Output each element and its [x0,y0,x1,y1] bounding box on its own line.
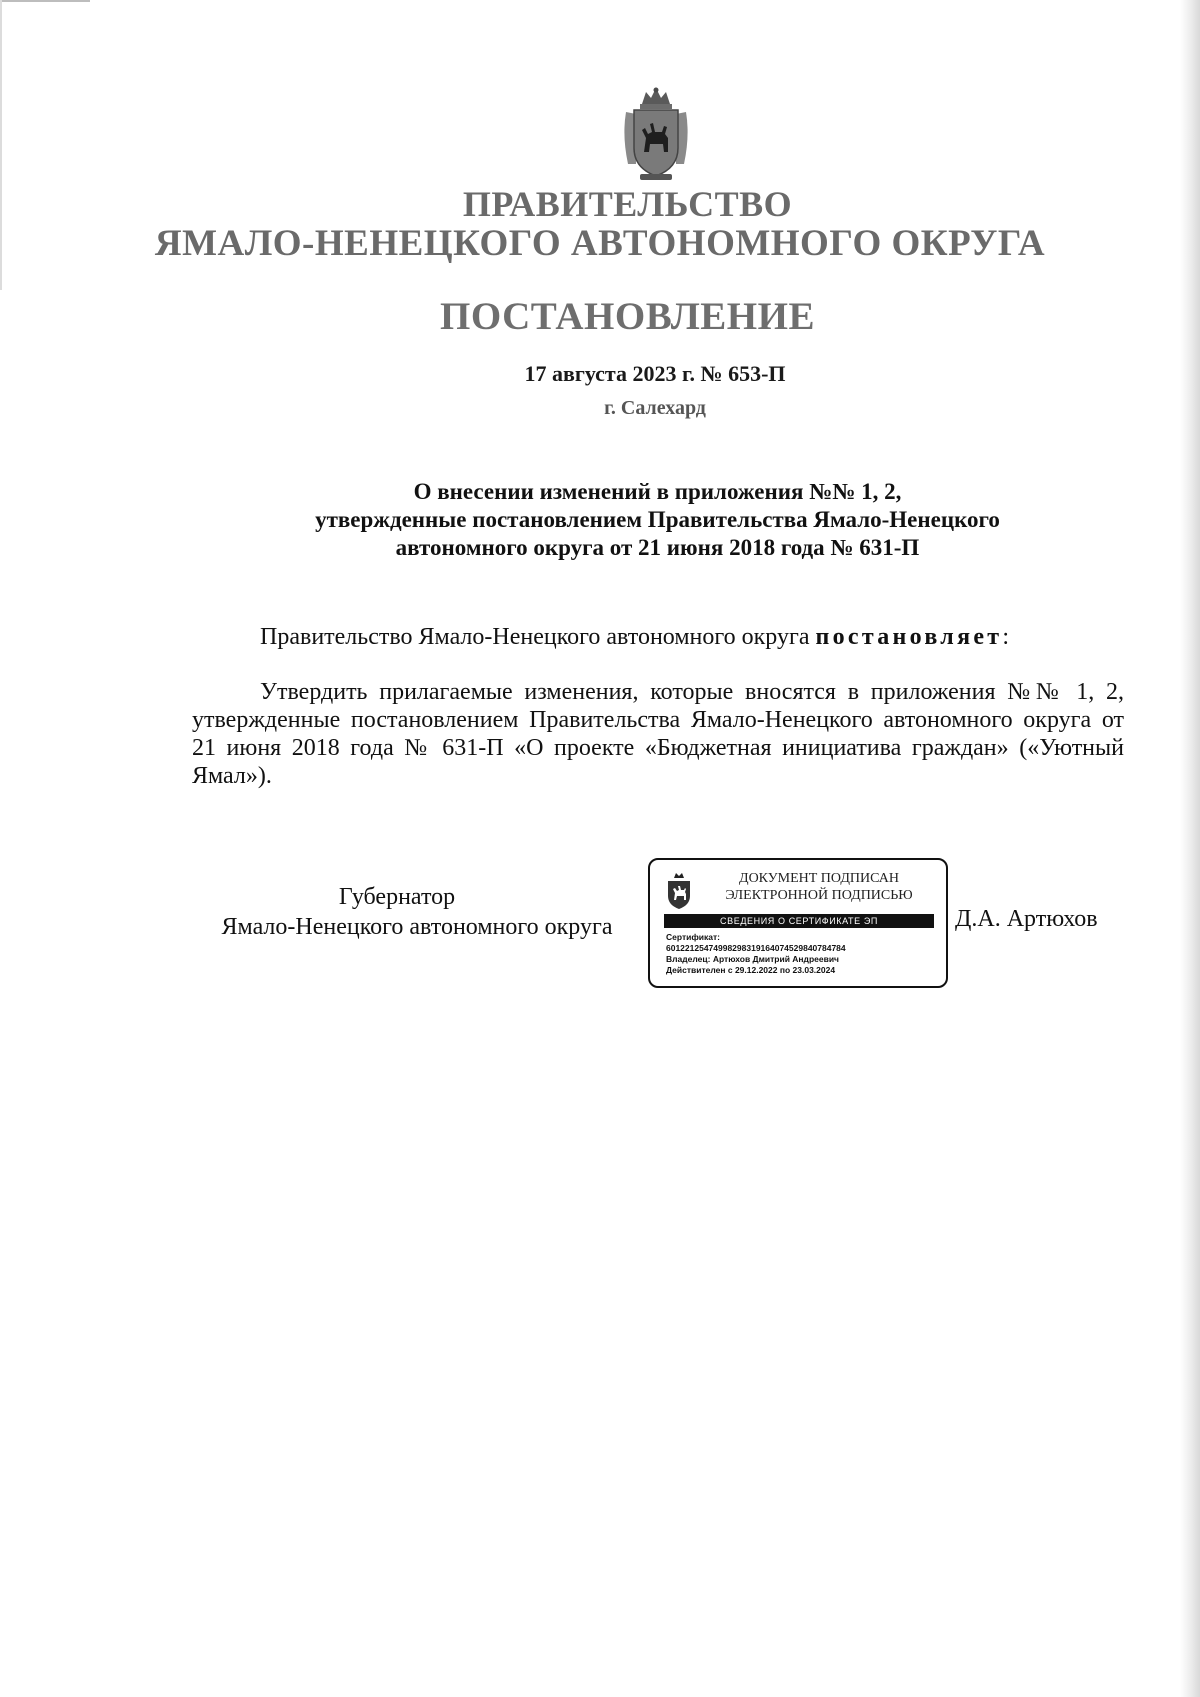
signatory-position [192,882,642,942]
signatory-name: Д.А. Артюхов [955,906,1098,932]
stamp-certificate-label: Сертификат: [666,932,720,942]
preamble [260,622,1140,652]
stamp-title-line2: ЭЛЕКТРОННОЙ ПОДПИСЬЮ [725,888,913,903]
electronic-signature-stamp [648,858,948,988]
stamp-title-line1: ДОКУМЕНТ ПОДПИСАН [739,871,899,886]
document-date-number: 17 августа 2023 г. № 653-П [524,361,786,386]
subject-line3: автономного округа от 21 июня 2018 года № 631-П [395,535,920,560]
scan-artifact-top [0,0,90,2]
stamp-owner: Владелец: Артюхов Дмитрий Андреевич [666,954,839,964]
subject-line1: О внесении изменений в приложения №№ 1, 2, [413,479,902,504]
government-title [0,184,1200,264]
coat-of-arms-emblem-icon [618,86,694,182]
preamble-decision-word: постановляет [815,624,1003,650]
document-city: г. Салехард [604,397,706,419]
subject-line2: утвержденные постановлением Правительства Ямало-Ненецкого [315,507,1000,532]
document-type: ПОСТАНОВЛЕНИЕ [439,295,815,338]
government-title-line2: ЯМАЛО-НЕНЕЦКОГО АВТОНОМНОГО ОКРУГА [154,223,1046,264]
stamp-certificate-bar: СВЕДЕНИЯ О СЕРТИФИКАТЕ ЭП [664,914,934,928]
government-title-line1: ПРАВИТЕЛЬСТВО [462,184,793,224]
coat-of-arms-emblem-icon [664,872,694,910]
preamble-punct: : [1002,624,1010,650]
stamp-certificate-number: 60122125474998298319164074529840784784 [666,943,846,953]
body-paragraph: Утвердить прилагаемые изменения, которые вносятся в приложения №№ 1, 2, утвержденные постановлением Правительства Ямало-Ненецкого автономного округа от 21 июня 2018 года № 631-П «О проекте «Бюджетная инициатива граждан» («Уютный Ямал»). [192,679,1124,789]
stamp-validity: Действителен с 29.12.2022 по 23.03.2024 [666,965,836,975]
document-subject [180,478,1135,562]
signatory-position-line1: Губернатор [338,884,456,910]
signatory-position-line2: Ямало-Ненецкого автономного округа [221,914,613,940]
stamp-details [666,932,942,976]
preamble-text: Правительство Ямало-Ненецкого автономного округа [260,624,816,650]
stamp-title [700,870,938,904]
